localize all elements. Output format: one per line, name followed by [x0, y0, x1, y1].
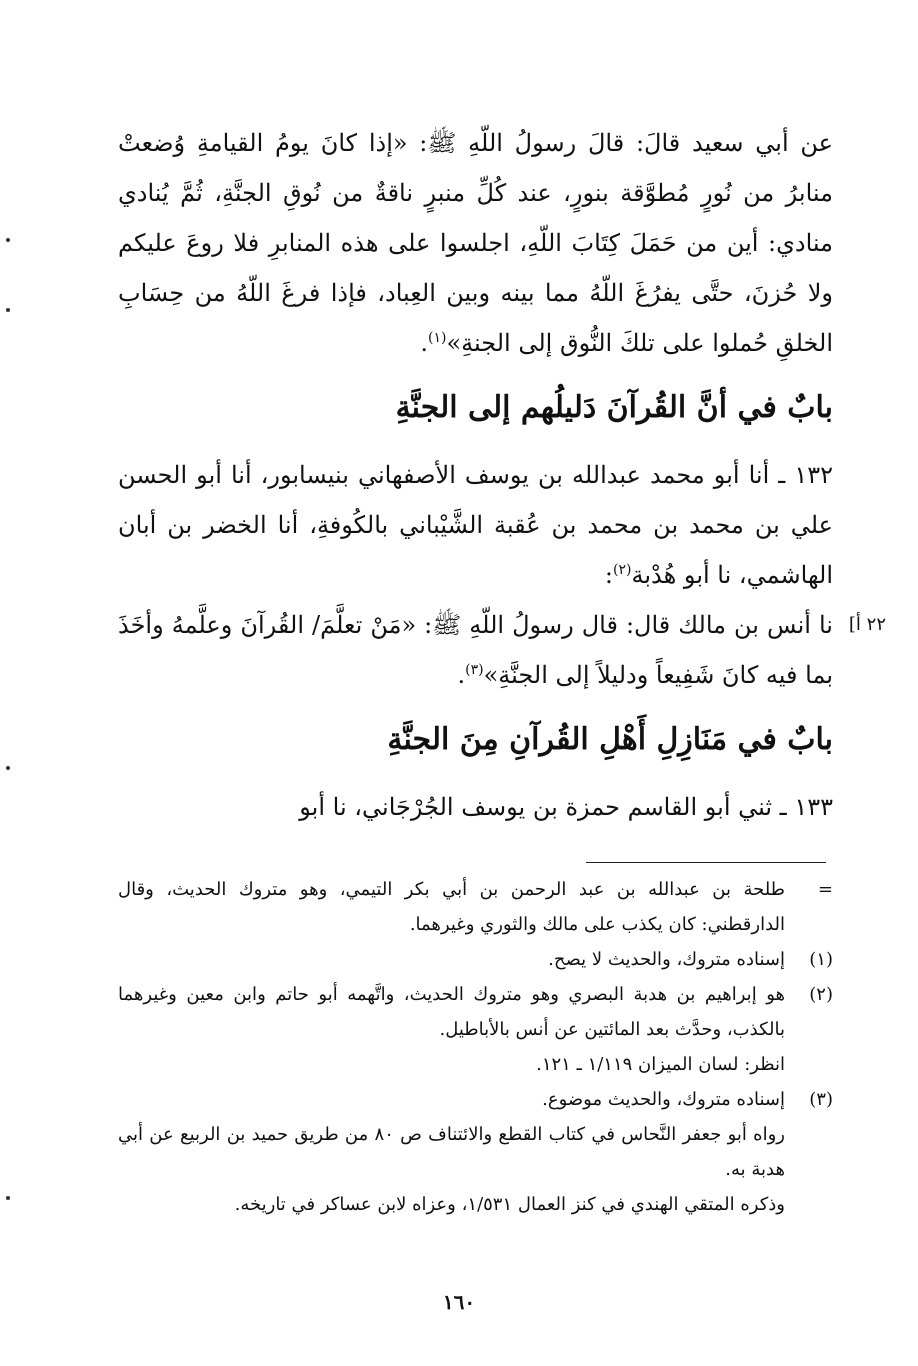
paragraph-isnad-132-text: ١٣٢ ـ أنا أبو محمد عبدالله بن يوسف الأصفهاني بنيسابور، أنا أبو الحسن علي بن محمد بن محمد بن عُقبة الشَّيْباني بالكُوفةِ، أنا الخضر بن أبان الهاشمي، نا أبو هُدْبة: [118, 461, 833, 589]
footnote-continuation: [118, 872, 833, 942]
footnote-1: [118, 942, 833, 977]
manuscript-folio-marker: ٢٢ أ]: [848, 614, 886, 635]
footnote-2-reference: انظر: لسان الميزان ١/١١٩ ـ ١٢١.: [536, 1054, 785, 1075]
footnote-2-mark: (٢): [809, 984, 833, 1005]
paragraph-isnad-132-end: :: [604, 561, 614, 589]
page-number: ١٦٠: [442, 1290, 476, 1314]
scan-speck: [6, 238, 10, 242]
paragraph-isnad-133: ١٣٣ ـ ثني أبو القاسم حمزة بن يوسف الجُرْجَاني، نا أبو: [299, 793, 833, 821]
footnote-1-mark: (١): [809, 949, 833, 970]
paragraph-hadith-1: [118, 118, 833, 368]
paragraph-hadith-1-text: عن أبي سعيد قالَ: قالَ رسولُ اللّهِ ﷺ: «إذا كانَ يومُ القيامةِ وُضعتْ منابرُ من نُورٍ مُطوَّقة بنورٍ، عند كُلِّ منبرٍ ناقةٌ من نُوقِ الجنَّةِ، ثُمَّ يُنادي منادي: أين من حَمَلَ كِتَابَ اللّهِ، اجلسوا على هذه المنابرِ فلا روعَ عليكم ولا حُزنَ، حتَّى يفرُغَ اللّهُ مما بينه وبين العِباد، فإذا فرغَ اللّهُ من حِسَابِ الخلقِ حُملوا على تلكَ النُّوق إلى الجنةِ»: [118, 129, 833, 357]
paragraph-hadith-132-text: نا أنس بن مالك قال: قال رسولُ اللّهِ ﷺ: «مَنْ تعلَّمَ/ القُرآنَ وعلَّمهُ وأخَذَ بما فيه كانَ شَفِيعاً ودليلاً إلى الجنَّةِ»: [118, 611, 833, 689]
footnote-continuation-mark: =: [817, 879, 833, 900]
scan-speck: [6, 766, 10, 770]
scan-speck: [6, 308, 10, 312]
scan-speck: [6, 1196, 10, 1200]
chapter-heading-2: بابٌ في مَنَازِلِ أَهْلِ القُرآنِ مِنَ الجنَّةِ: [387, 722, 833, 757]
paragraph-hadith-132-end: .: [457, 661, 466, 689]
paragraph-hadith-1-end: .: [420, 329, 428, 357]
paragraph-isnad-132: [118, 450, 833, 600]
footnote-3-mark: (٣): [809, 1089, 833, 1110]
footnote-2: [118, 977, 833, 1047]
footnote-3-line-2: رواه أبو جعفر النَّحاس في كتاب القطع والائتناف ص ٨٠ من طريق حميد بن الربيع عن أبي هدبة به.: [118, 1124, 785, 1180]
footnote-ref-2: (٢): [613, 562, 632, 578]
footnote-3-line-3: وذكره المتقي الهندي في كنز العمال ١/٥٣١، وعزاه لابن عساكر في تاريخه.: [234, 1194, 785, 1215]
footnote-ref-1: (١): [427, 330, 447, 346]
footnote-separator: [586, 862, 826, 863]
footnote-3: [118, 1082, 833, 1117]
chapter-heading-1: بابٌ في أنَّ القُرآنَ دَليلُهم إلى الجنَّةِ: [395, 390, 833, 425]
footnote-ref-3: (٣): [465, 662, 484, 678]
footnote-3-text: إسناده متروك، والحديث موضوع.: [542, 1089, 785, 1110]
paragraph-hadith-132: [118, 600, 833, 700]
footnote-continuation-text: طلحة بن عبدالله بن عبد الرحمن بن أبي بكر التيمي، وهو متروك الحديث، وقال الدارقطني: كان يكذب على مالك والثوري وغيرهما.: [118, 879, 785, 935]
footnote-2-text: هو إبراهيم بن هدبة البصري وهو متروك الحديث، واتَّهمه أبو حاتم وابن معين وغيرهما بالكذب، وحدَّث بعد المائتين عن أنس بالأباطيل.: [118, 984, 785, 1040]
footnotes: [118, 872, 833, 1222]
main-text: [118, 118, 833, 832]
footnote-1-text: إسناده متروك، والحديث لا يصح.: [548, 949, 785, 970]
